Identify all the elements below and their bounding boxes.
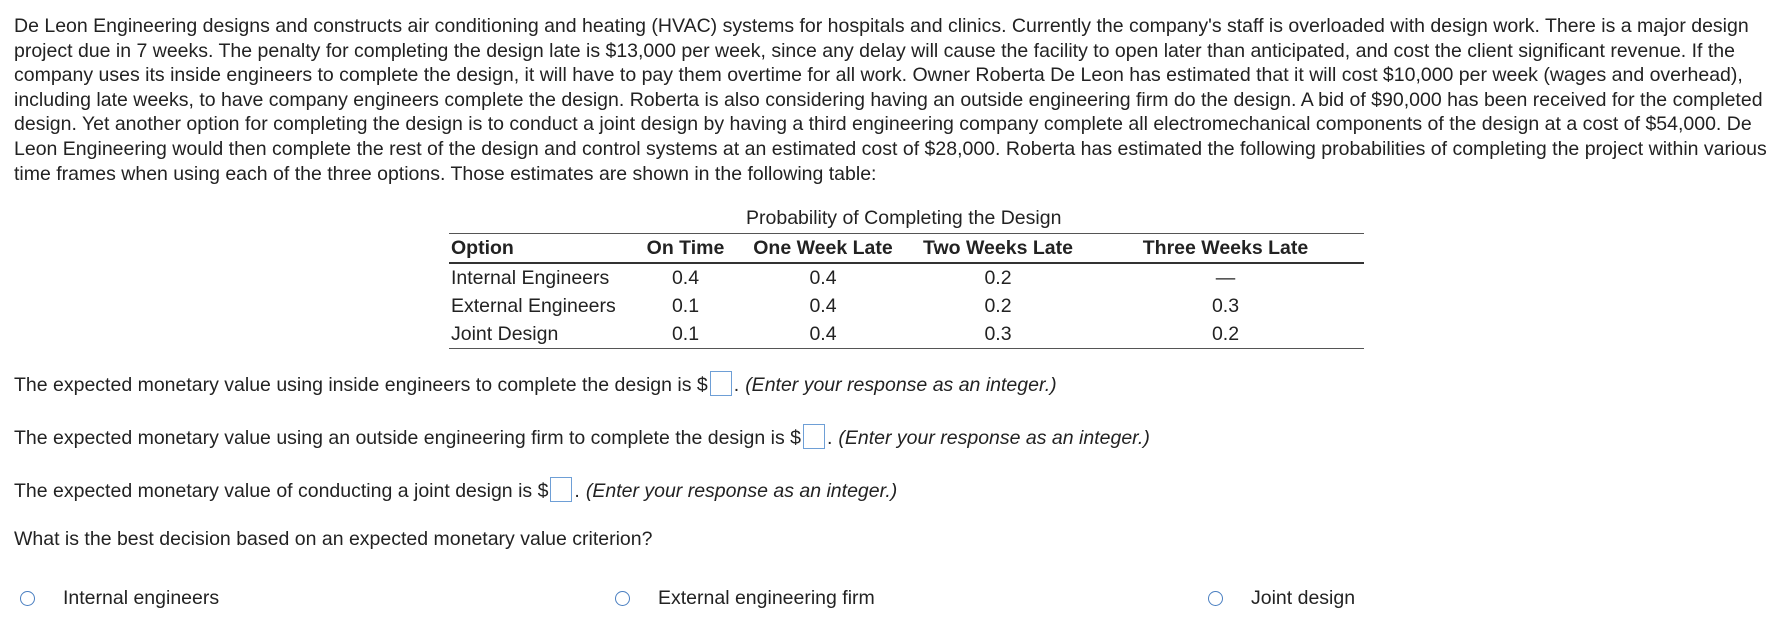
radio-button[interactable] xyxy=(20,591,35,606)
table-cell: Joint Design xyxy=(449,320,634,349)
question-hint: (Enter your response as an integer.) xyxy=(745,374,1057,396)
table-cell: External Engineers xyxy=(451,294,616,317)
table-cell: 0.4 xyxy=(737,320,909,349)
question-suffix: . xyxy=(733,374,740,396)
question-suffix: . xyxy=(826,427,833,449)
choice-label: Joint design xyxy=(1251,587,1356,609)
table-row xyxy=(449,320,1364,349)
radio-button[interactable] xyxy=(1208,591,1223,606)
table-cell: 0.3 xyxy=(1211,294,1240,317)
header-one-week-late: One Week Late xyxy=(737,234,909,264)
table-row xyxy=(449,263,1364,292)
inside-engineers-emv-input[interactable] xyxy=(710,371,732,396)
table-cell: 0.2 xyxy=(984,294,1012,317)
question-outside-engineers xyxy=(14,425,1150,451)
header-on-time: On Time xyxy=(634,234,737,264)
table-cell: 0.2 xyxy=(984,266,1012,289)
choice-label: Internal engineers xyxy=(63,587,220,609)
choice-internal-engineers[interactable] xyxy=(20,587,219,610)
question-joint-design xyxy=(14,478,897,504)
joint-design-emv-input[interactable] xyxy=(550,477,572,502)
radio-button[interactable] xyxy=(615,591,630,606)
table-header-row xyxy=(449,234,1364,264)
table-cell: 0.1 xyxy=(671,294,700,317)
probability-table xyxy=(449,233,1364,349)
question-hint: (Enter your response as an integer.) xyxy=(838,427,1150,449)
table-cell: 0.2 xyxy=(1087,320,1364,349)
table-cell: 0.4 xyxy=(809,266,837,289)
header-three-weeks-late: Three Weeks Late xyxy=(1087,234,1364,264)
header-two-weeks-late: Two Weeks Late xyxy=(909,234,1087,264)
decision-question: What is the best decision based on an expected monetary value criterion? xyxy=(14,528,653,550)
choice-external-engineering-firm[interactable] xyxy=(615,587,875,610)
question-text: The expected monetary value using inside engineers to complete the design is $ xyxy=(14,374,708,396)
outside-engineers-emv-input[interactable] xyxy=(803,424,825,449)
table-cell: 0.1 xyxy=(634,320,737,349)
problem-text: De Leon Engineering designs and constructs air conditioning and heating (HVAC) systems for hospitals and clinics. Currently the company's staff is overloaded with design work. There is a major design project due in 7 weeks. The penalty for completing the design late is $13,000 per week, since any delay will cause the facility to open later than anticipated, and cost the client significant revenue. If the company uses its inside engineers to complete the design, it will have to pay them overtime for all work. Owner Roberta De Leon has estimated that it will cost $10,000 per week (wages and overhead), including late weeks, to have company engineers complete the design. Roberta is also considering having an outside engineering firm do the design. A bid of $90,000 has been received for the completed design. Yet another option for completing the design is to conduct a joint design by having a third engineering company complete all electromechanical components of the design at a cost of $54,000. De Leon Engineering would then complete the rest of the design and control systems at an estimated cost of $28,000. Roberta has estimated the following probabilities of completing the project within various time frames when using each of the three options. Those estimates are shown in the following table: xyxy=(14,15,1767,185)
table-caption-row xyxy=(449,205,1364,231)
choice-label: External engineering firm xyxy=(658,587,875,609)
table-cell: — xyxy=(1215,266,1236,289)
header-option: Option xyxy=(449,234,634,264)
table-cell: 0.4 xyxy=(809,294,837,317)
question-text: The expected monetary value of conducting a joint design is $ xyxy=(14,480,549,502)
question-text: The expected monetary value using an outside engineering firm to complete the design is $ xyxy=(14,427,801,449)
table-cell: 0.3 xyxy=(909,320,1087,349)
question-inside-engineers xyxy=(14,372,1057,398)
table-row xyxy=(449,292,1364,320)
choice-joint-design[interactable] xyxy=(1208,587,1355,610)
table-cell: Internal Engineers xyxy=(451,266,610,289)
question-suffix: . xyxy=(574,480,580,502)
table-caption: Probability of Completing the Design xyxy=(746,207,1062,229)
table-cell: 0.4 xyxy=(671,266,700,289)
question-hint: (Enter your response as an integer.) xyxy=(585,480,898,502)
